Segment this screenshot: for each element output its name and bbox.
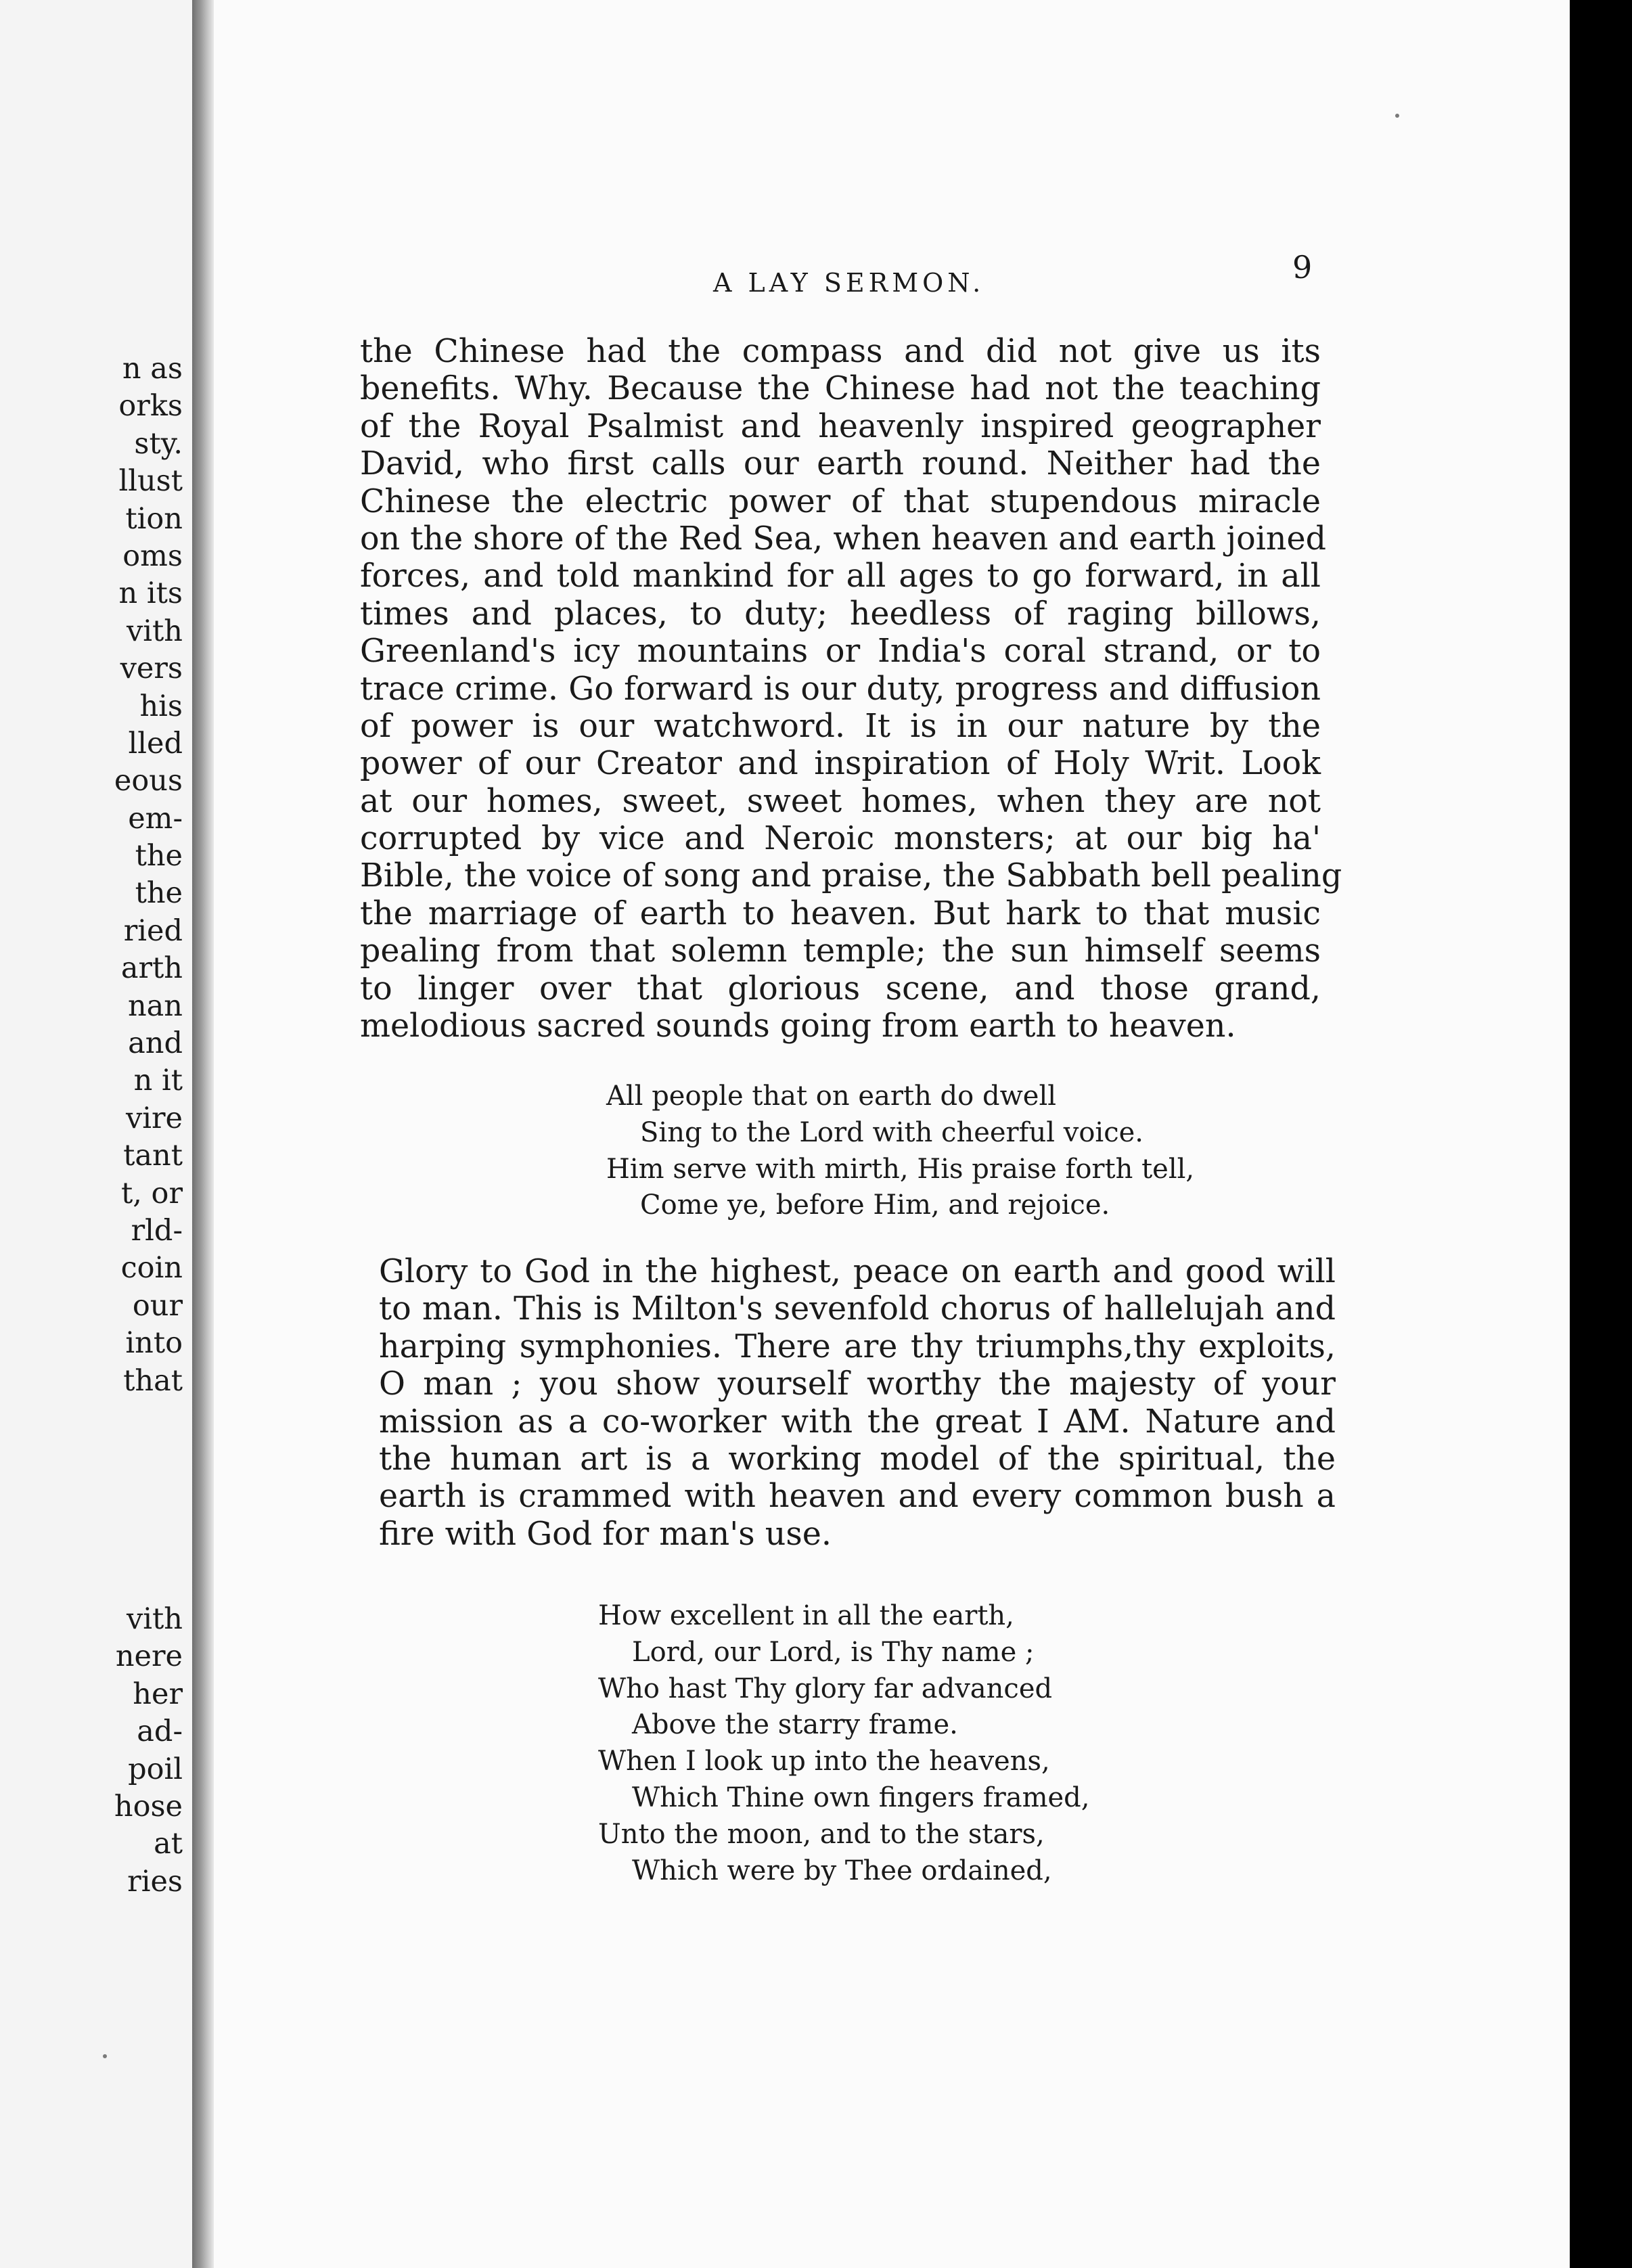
paragraph-line: Glory to God in the highest, peace on earth and good will — [379, 1253, 1336, 1290]
paragraph-line: to man. This is Milton's sevenfold chorus of hallelujah and — [379, 1290, 1336, 1328]
left-page-fragment-line: tion — [125, 501, 183, 536]
verse-line: Which Thine own fingers framed, — [632, 1782, 1090, 1813]
left-page-fragment-line: ries — [127, 1864, 183, 1899]
left-page-fragment-line: lled — [128, 726, 183, 761]
left-page-fragment-line: ried — [123, 913, 183, 948]
verse-line: All people that on earth do dwell — [606, 1081, 1057, 1112]
verse-1 — [606, 1079, 1194, 1224]
paragraph-line: melodious sacred sounds going from earth to heaven. — [360, 1007, 1236, 1045]
left-page-fragment-line: his — [139, 689, 183, 723]
left-page-fragment-line: rld- — [131, 1213, 183, 1248]
left-page-text-upper — [114, 350, 183, 1400]
left-page-fragment-line: sty. — [134, 426, 183, 461]
paragraph-line: mission as a co-worker with the great I AM. Nature and — [379, 1403, 1336, 1441]
left-page-fragment-line: our — [132, 1288, 183, 1323]
left-page-fragment-line: llust — [118, 464, 183, 499]
paragraph-2 — [379, 1253, 1336, 1553]
left-page-fragment-line: the — [135, 876, 183, 911]
paragraph-line: O man ; you show yourself worthy the majesty of your — [379, 1365, 1336, 1403]
verse-2 — [598, 1598, 1090, 1889]
left-page-fragment-line: her — [133, 1677, 183, 1711]
paragraph-line: of power is our watchword. It is in our nature by the — [360, 707, 1321, 745]
paragraph-line: to linger over that glorious scene, and those grand, — [360, 970, 1321, 1007]
paragraph-line: on the shore of the Red Sea, when heaven and earth joined — [360, 520, 1327, 558]
paragraph-line: fire with God for man's use. — [379, 1515, 832, 1553]
left-page-fragment-line: n as — [122, 352, 183, 386]
left-page-fragment-line: into — [125, 1326, 183, 1361]
left-page-fragment-line: that — [123, 1363, 183, 1398]
page-edge — [1570, 0, 1632, 2268]
paragraph-line: trace crime. Go forward is our duty, progress and diffusion — [360, 670, 1321, 708]
left-page-fragment-line: vith — [126, 1602, 183, 1636]
verse-line: Which were by Thee ordained, — [632, 1855, 1052, 1886]
paragraph-line: the human art is a working model of the spiritual, the — [379, 1440, 1336, 1478]
paragraph-line: pealing from that solemn temple; the sun himself seems — [360, 932, 1321, 970]
running-head: A LAY SERMON. — [713, 268, 985, 298]
paragraph-line: Chinese the electric power of that stupendous miracle — [360, 482, 1321, 520]
left-page-fragment-line: n it — [133, 1064, 183, 1098]
left-page-fragment-line: oms — [122, 539, 183, 573]
page-number: 9 — [1292, 249, 1313, 286]
left-page-fragment-line: vers — [120, 652, 183, 686]
paragraph-line: David, who first calls our earth round. Neither had the — [360, 445, 1321, 483]
paragraph-line: the Chinese had the compass and did not give us its — [360, 333, 1321, 370]
left-page-fragment-line: vith — [126, 614, 183, 648]
paragraph-line: power of our Creator and inspiration of Holy Writ. Look — [360, 745, 1321, 783]
left-page-fragment-line: t, or — [120, 1176, 183, 1210]
paragraph-line: Bible, the voice of song and praise, the Sabbath bell pealing — [360, 857, 1342, 895]
verse-line: When I look up into the heavens, — [598, 1746, 1050, 1777]
verse-line: Sing to the Lord with cheerful voice. — [640, 1116, 1144, 1148]
verse-line: Come ye, before Him, and rejoice. — [640, 1189, 1110, 1221]
left-page-fragment — [0, 0, 192, 2268]
left-page-fragment-line: coin — [120, 1251, 183, 1286]
left-page-fragment-line: at — [154, 1827, 183, 1861]
paper-speck — [1395, 114, 1399, 118]
paragraph-line: corrupted by vice and Neroic monsters; at our big ha' — [360, 820, 1321, 858]
paragraph-line: of the Royal Psalmist and heavenly inspired geographer — [360, 407, 1321, 445]
left-page-fragment-line: the — [135, 839, 183, 874]
left-page-fragment-line: ad- — [137, 1715, 183, 1749]
verse-line: How excellent in all the earth, — [598, 1600, 1014, 1631]
left-page-fragment-line: eous — [114, 764, 183, 798]
paragraph-line: the marriage of earth to heaven. But hark to that music — [360, 894, 1321, 932]
paragraph-line: at our homes, sweet, sweet homes, when they are not — [360, 782, 1321, 820]
verse-line: Him serve with mirth, His praise forth tell, — [606, 1153, 1195, 1185]
paragraph-line: benefits. Why. Because the Chinese had not the teaching — [360, 370, 1321, 408]
left-page-fragment-line: poil — [128, 1752, 183, 1786]
left-page-fragment-line: orks — [118, 389, 183, 424]
verse-line: Who hast Thy glory far advanced — [598, 1673, 1053, 1704]
paragraph-line: forces, and told mankind for all ages to go forward, in all — [360, 558, 1321, 595]
left-page-fragment-line: em- — [128, 801, 183, 836]
left-page-fragment-line: hose — [114, 1789, 183, 1823]
book-gutter — [192, 0, 214, 2268]
left-page-text-lower — [114, 1601, 183, 1901]
left-page-fragment-line: nan — [127, 989, 183, 1023]
left-page-fragment-line: tant — [123, 1139, 183, 1173]
paragraph-line: Greenland's icy mountains or India's coral strand, or to — [360, 633, 1321, 671]
left-page-fragment-line: and — [128, 1026, 183, 1061]
verse-line: Lord, our Lord, is Thy name ; — [632, 1636, 1035, 1668]
verse-line: Above the starry frame. — [632, 1709, 958, 1741]
verse-line: Unto the moon, and to the stars, — [598, 1818, 1045, 1850]
paragraph-line: times and places, to duty; heedless of raging billows, — [360, 595, 1321, 633]
paragraph-line: harping symphonies. There are thy triumphs,thy exploits, — [379, 1328, 1336, 1365]
left-page-fragment-line: nere — [115, 1639, 183, 1674]
paragraph-line: earth is crammed with heaven and every common bush a — [379, 1478, 1336, 1516]
paragraph-1 — [360, 333, 1342, 1045]
left-page-fragment-line: n its — [118, 576, 183, 611]
left-page-fragment-line: arth — [120, 951, 183, 986]
paper-speck — [103, 2054, 107, 2058]
left-page-fragment-line: vire — [125, 1101, 183, 1135]
